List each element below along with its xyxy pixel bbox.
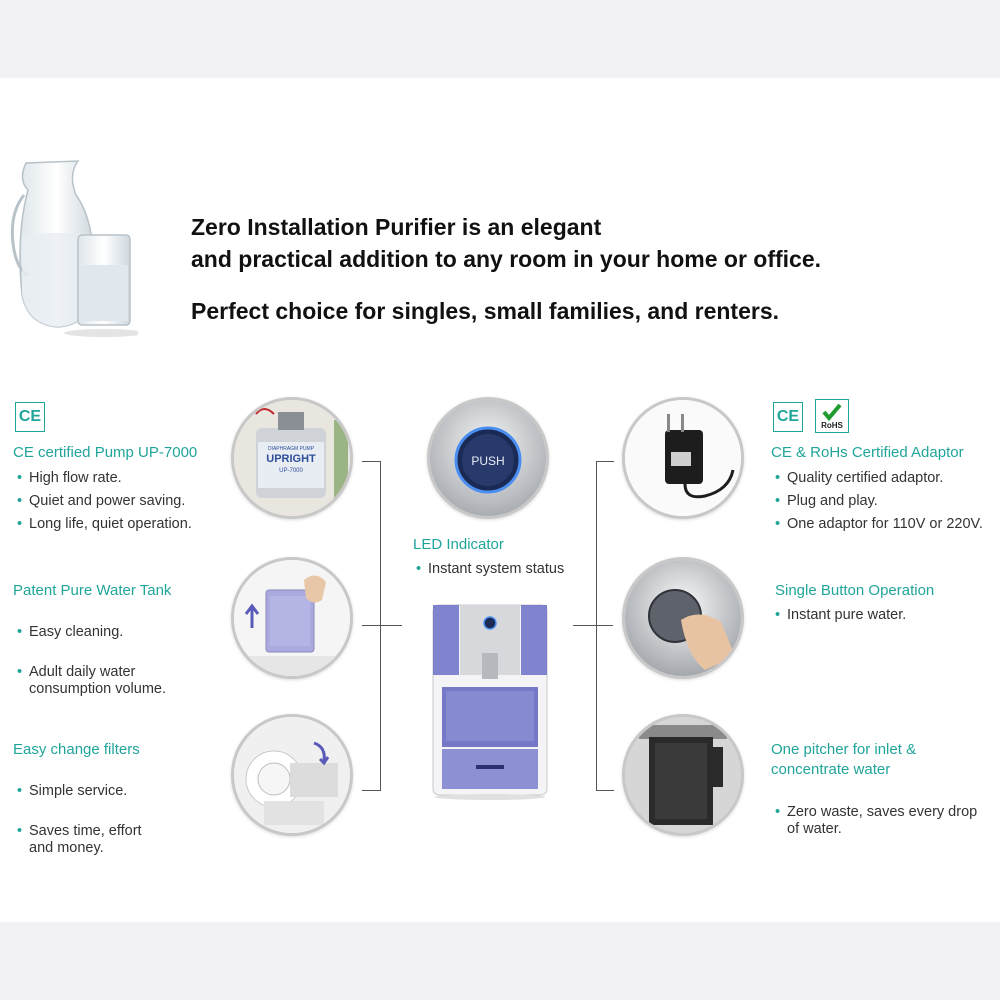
list-item: • One adaptor for 110V or 220V. [775,516,983,532]
list-item: • Easy cleaning. [17,624,124,640]
bracket-right-connector [573,625,613,626]
bracket-left-connector [362,625,402,626]
bracket-left-top [362,461,380,462]
push-label: PUSH [471,454,505,468]
bullet-list-led [413,561,593,584]
bracket-right-top [596,461,614,462]
bullet-list-pump [14,470,214,539]
pump-model-label: UP-7000 [279,468,303,474]
bullet-list-adaptor [772,470,997,539]
top-band [0,0,1000,78]
feature-title-led: LED Indicator [413,536,504,553]
list-item: • Saves time, effort and money. [17,823,142,856]
pump-brand-label: UPRIGHT [266,453,316,465]
bracket-right-bottom [596,790,614,791]
list-item: • Long life, quiet operation. [17,516,192,532]
list-item: • Quality certified adaptor. [775,470,944,486]
bracket-left-bottom [362,790,380,791]
bullet-list-single-button [772,607,992,630]
bracket-left-vertical [380,461,381,791]
list-item: • Adult daily water consumption volume. [17,664,167,697]
bottom-band [0,922,1000,1000]
list-item: • Quiet and power saving. [17,493,186,509]
single-button-image [622,557,744,679]
feature-title-pitcher: One pitcher for inlet & concentrate water [771,741,917,778]
feature-title-adaptor: CE & RoHs Certified Adaptor [771,444,964,461]
headline-line-2: and practical addition to any room in your home or office. [191,246,822,272]
feature-title-single-button: Single Button Operation [775,582,935,599]
water-tank-image [231,557,353,679]
ce-cert-icon-adaptor: CE [773,402,803,432]
bullet-list-tank [14,607,214,721]
bullet-list-pitcher [772,787,997,861]
list-item: • Instant system status [416,561,565,577]
adaptor-image [622,397,744,519]
pump-top-label: DIAPHRAGM PUMP [267,446,315,452]
headline-line-3: Perfect choice for singles, small families, and renters. [191,298,780,324]
list-item: • High flow rate. [17,470,122,486]
purifier-unit-image [430,603,550,801]
feature-title-tank: Patent Pure Water Tank [13,582,172,599]
list-item: • Plug and play. [775,493,878,509]
pitcher-image [622,714,744,836]
bullet-list-filters [14,766,214,880]
filter-image [231,714,353,836]
ce-cert-icon: CE [15,402,45,432]
feature-title-pump: CE certified Pump UP-7000 [13,444,198,461]
rohs-cert-icon: RoHS [815,399,849,433]
feature-title-filters: Easy change filters [13,741,140,758]
list-item: • Simple service. [17,783,128,799]
headline-line-1: Zero Installation Purifier is an elegant [191,214,602,240]
list-item: • Zero waste, saves every drop of water. [775,804,978,837]
bracket-right-vertical [596,461,597,791]
pitcher-and-glass-image [8,155,138,340]
push-button-image [427,397,549,519]
pump-image [231,397,353,519]
list-item: • Instant pure water. [775,607,907,623]
